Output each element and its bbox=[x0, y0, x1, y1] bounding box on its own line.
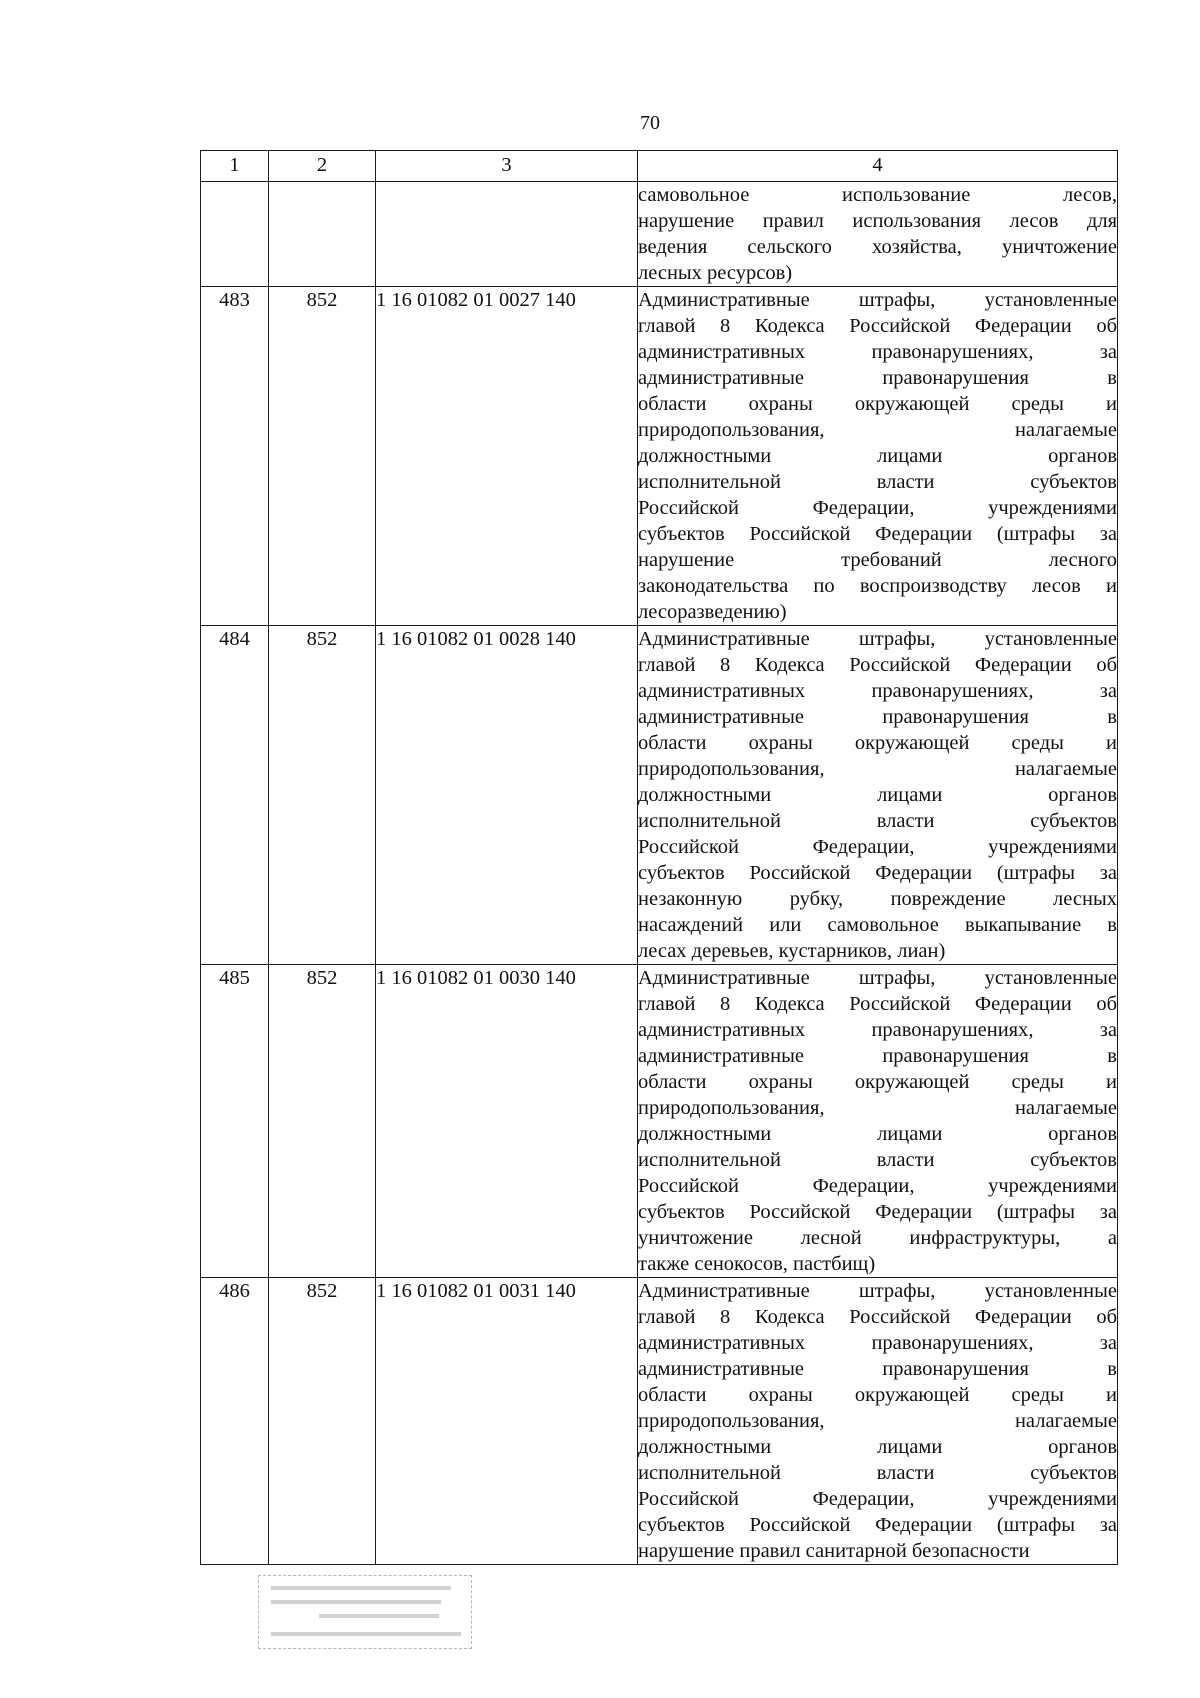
table-row bbox=[201, 626, 1118, 965]
description-line: насаждений или самовольное выкапывание в bbox=[638, 914, 1117, 936]
description-line: административных правонарушениях, за bbox=[638, 1332, 1117, 1354]
description-line: субъектов Российской Федерации (штрафы за bbox=[638, 523, 1117, 545]
description-line: Административные штрафы, установленные bbox=[638, 289, 1117, 311]
description-line: уничтожение лесной инфраструктуры, а bbox=[638, 1227, 1117, 1249]
table-row bbox=[201, 287, 1118, 626]
description-line: исполнительной власти субъектов bbox=[638, 810, 1117, 832]
description-line: должностными лицами органов bbox=[638, 784, 1117, 806]
admin-code: 852 bbox=[269, 626, 376, 965]
description-line: исполнительной власти субъектов bbox=[638, 1462, 1117, 1484]
continuation-row bbox=[201, 182, 1118, 287]
description-line: главой 8 Кодекса Российской Федерации об bbox=[638, 315, 1117, 337]
description-line: природопользования, налагаемые bbox=[638, 1410, 1117, 1432]
description-line: нарушение требований лесного bbox=[638, 549, 1117, 571]
empty-cell bbox=[376, 182, 638, 287]
admin-code: 852 bbox=[269, 287, 376, 626]
description-line: лесных ресурсов) bbox=[638, 262, 793, 284]
description-line: субъектов Российской Федерации (штрафы за bbox=[638, 1201, 1117, 1223]
description-line: субъектов Российской Федерации (штрафы за bbox=[638, 862, 1117, 884]
description-line: Российской Федерации, учреждениями bbox=[638, 1488, 1117, 1510]
income-description bbox=[638, 287, 1118, 626]
column-header-4: 4 bbox=[638, 151, 1118, 182]
description-line: нарушение правил использования лесов для bbox=[638, 210, 1117, 232]
description-line: исполнительной власти субъектов bbox=[638, 1149, 1117, 1171]
description-line: административные правонарушения в bbox=[638, 367, 1117, 389]
description-line: исполнительной власти субъектов bbox=[638, 471, 1117, 493]
income-description bbox=[638, 626, 1118, 965]
description-line: должностными лицами органов bbox=[638, 1123, 1117, 1145]
description-line: области охраны окружающей среды и bbox=[638, 1071, 1117, 1093]
description-line: области охраны окружающей среды и bbox=[638, 732, 1117, 754]
column-header-2: 2 bbox=[269, 151, 376, 182]
description-line: главой 8 Кодекса Российской Федерации об bbox=[638, 654, 1117, 676]
description-line: самовольное использование лесов, bbox=[638, 184, 1117, 206]
row-number: 485 bbox=[201, 965, 269, 1278]
admin-code: 852 bbox=[269, 965, 376, 1278]
budget-codes-table bbox=[200, 150, 1118, 1565]
table-row bbox=[201, 1278, 1118, 1565]
description-line: природопользования, налагаемые bbox=[638, 1097, 1117, 1119]
description-line: области охраны окружающей среды и bbox=[638, 393, 1117, 415]
description-line: Административные штрафы, установленные bbox=[638, 628, 1117, 650]
description-line: области охраны окружающей среды и bbox=[638, 1384, 1117, 1406]
description-line: административных правонарушениях, за bbox=[638, 680, 1117, 702]
empty-cell bbox=[269, 182, 376, 287]
description-line: незаконную рубку, повреждение лесных bbox=[638, 888, 1117, 910]
description-line: административных правонарушениях, за bbox=[638, 1019, 1117, 1041]
description-line: Российской Федерации, учреждениями bbox=[638, 1175, 1117, 1197]
description-line: Административные штрафы, установленные bbox=[638, 967, 1117, 989]
description-line: административные правонарушения в bbox=[638, 1358, 1117, 1380]
description-line: ведения сельского хозяйства, уничтожение bbox=[638, 236, 1117, 258]
description-line: должностными лицами органов bbox=[638, 1436, 1117, 1458]
description-line: природопользования, налагаемые bbox=[638, 758, 1117, 780]
income-description bbox=[638, 965, 1118, 1278]
continuation-description bbox=[638, 182, 1118, 287]
description-line: административные правонарушения в bbox=[638, 1045, 1117, 1067]
description-line: Административные штрафы, установленные bbox=[638, 1280, 1117, 1302]
budget-classification-code: 1 16 01082 01 0028 140 bbox=[376, 626, 638, 965]
description-line: также сенокосов, пастбищ) bbox=[638, 1253, 876, 1275]
header-row bbox=[201, 151, 1118, 182]
description-line: административные правонарушения в bbox=[638, 706, 1117, 728]
income-description bbox=[638, 1278, 1118, 1565]
column-header-3: 3 bbox=[376, 151, 638, 182]
description-line: Российской Федерации, учреждениями bbox=[638, 836, 1117, 858]
description-line: главой 8 Кодекса Российской Федерации об bbox=[638, 993, 1117, 1015]
description-line: лесоразведению) bbox=[638, 601, 787, 623]
description-line: административных правонарушениях, за bbox=[638, 341, 1117, 363]
description-line: природопользования, налагаемые bbox=[638, 419, 1117, 441]
description-line: должностными лицами органов bbox=[638, 445, 1117, 467]
column-header-1: 1 bbox=[201, 151, 269, 182]
admin-code: 852 bbox=[269, 1278, 376, 1565]
description-line: нарушение правил санитарной безопасности bbox=[638, 1540, 1030, 1562]
description-line: законодательства по воспроизводству лесов и bbox=[638, 575, 1117, 597]
budget-classification-code: 1 16 01082 01 0030 140 bbox=[376, 965, 638, 1278]
registration-stamp bbox=[258, 1575, 472, 1649]
budget-classification-code: 1 16 01082 01 0031 140 bbox=[376, 1278, 638, 1565]
row-number: 483 bbox=[201, 287, 269, 626]
page-number: 70 bbox=[640, 112, 660, 134]
description-line: главой 8 Кодекса Российской Федерации об bbox=[638, 1306, 1117, 1328]
description-line: Российской Федерации, учреждениями bbox=[638, 497, 1117, 519]
budget-classification-code: 1 16 01082 01 0027 140 bbox=[376, 287, 638, 626]
empty-cell bbox=[201, 182, 269, 287]
row-number: 486 bbox=[201, 1278, 269, 1565]
table-row bbox=[201, 965, 1118, 1278]
description-line: лесах деревьев, кустарников, лиан) bbox=[638, 940, 946, 962]
row-number: 484 bbox=[201, 626, 269, 965]
description-line: субъектов Российской Федерации (штрафы за bbox=[638, 1514, 1117, 1536]
